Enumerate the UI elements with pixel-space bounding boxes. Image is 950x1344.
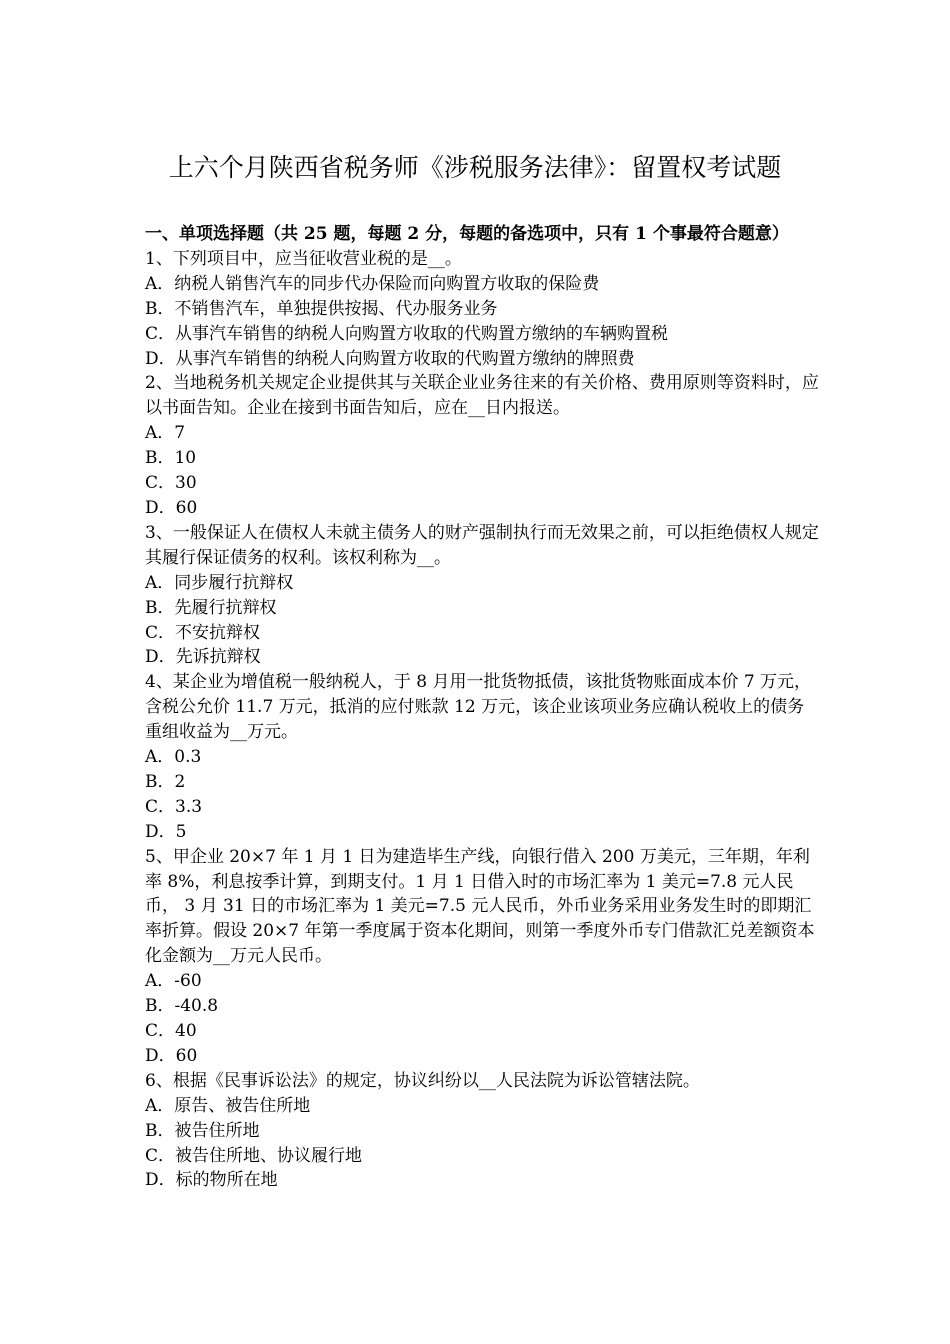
question-text: 4、某企业为增值税一般纳税人，于 8 月用一批货物抵债，该批货物账面成本价 7 万元，含税公允价 11.7 万元，抵消的应付账款 12 万元，该企业该项业务应确认税收上的债务重组收益为__万元。 — [145, 672, 812, 743]
option-c: C．3.3 — [145, 796, 203, 817]
option-a: A．原告、被告住所地 — [145, 1095, 311, 1116]
option-a: A．同步履行抗辩权 — [145, 572, 294, 593]
question-6 — [145, 1069, 821, 1194]
option-d: D．标的物所在地 — [145, 1170, 278, 1191]
option-c: C．40 — [145, 1021, 197, 1041]
option-c: C．从事汽车销售的纳税人向购置方收取的代购置方缴纳的车辆购置税 — [145, 323, 669, 344]
question-5 — [145, 845, 821, 1069]
option-d: D．5 — [145, 821, 187, 842]
question-text: 3、一般保证人在债权人未就主债务人的财产强制执行而无效果之前，可以拒绝债权人规定其履行保证债务的权利。该权利称为__。 — [145, 522, 819, 568]
option-b: B．10 — [145, 448, 197, 469]
option-a: A．-60 — [145, 971, 202, 992]
option-a: A．7 — [145, 423, 186, 444]
document-body — [145, 222, 821, 1193]
question-text: 5、甲企业 20×7 年 1 月 1 日为建造毕生产线，向银行借入 200 万美元，三年期，年利率 8%，利息按季计算，到期支付。1 月 1 日借入时的市场汇率为 1 美元=7.8 元人民币， 3 月 31 日的市场汇率为 1 美元=7.5 元人民币，外币业务采用业务发生时的即期汇率折算。假设 20×7 年第一季度属于资本化期间，则第一季度外币专门借款汇兑差额资本化金额为__万元人民币。 — [145, 846, 815, 967]
option-a: A．0.3 — [145, 747, 202, 768]
question-2 — [145, 371, 821, 520]
option-b: B．不销售汽车，单独提供按揭、代办服务业务 — [145, 298, 498, 319]
option-c: C．30 — [145, 473, 197, 494]
option-d: D．从事汽车销售的纳税人向购置方收取的代购置方缴纳的牌照费 — [145, 348, 635, 369]
question-3 — [145, 521, 821, 670]
question-text: 6、根据《民事诉讼法》的规定，协议纠纷以__人民法院为诉讼管辖法院。 — [145, 1070, 700, 1091]
option-b: B．2 — [145, 771, 186, 792]
question-4 — [145, 670, 821, 844]
option-b: B．被告住所地 — [145, 1120, 260, 1141]
option-b: B．-40.8 — [145, 996, 219, 1017]
option-d: D．60 — [145, 497, 198, 518]
section-heading: 一、单项选择题（共 25 题，每题 2 分，每题的备选项中，只有 1 个事最符合题意） — [145, 224, 789, 244]
option-d: D．先诉抗辩权 — [145, 647, 261, 668]
option-d: D．60 — [145, 1045, 198, 1066]
question-1 — [145, 247, 821, 372]
option-a: A．纳税人销售汽车的同步代办保险而向购置方收取的保险费 — [145, 273, 600, 294]
option-b: B．先履行抗辩权 — [145, 597, 277, 618]
document-title: 上六个月陕西省税务师《涉税服务法律》：留置权考试题 — [168, 153, 782, 182]
question-text: 2、当地税务机关规定企业提供其与关联企业业务往来的有关价格、费用原则等资料时，应以书面告知。企业在接到书面告知后，应在__日内报送。 — [145, 373, 819, 419]
option-c: C．不安抗辩权 — [145, 622, 261, 643]
question-text: 1、下列项目中，应当征收营业税的是__。 — [145, 248, 462, 269]
option-c: C．被告住所地、协议履行地 — [145, 1145, 363, 1166]
